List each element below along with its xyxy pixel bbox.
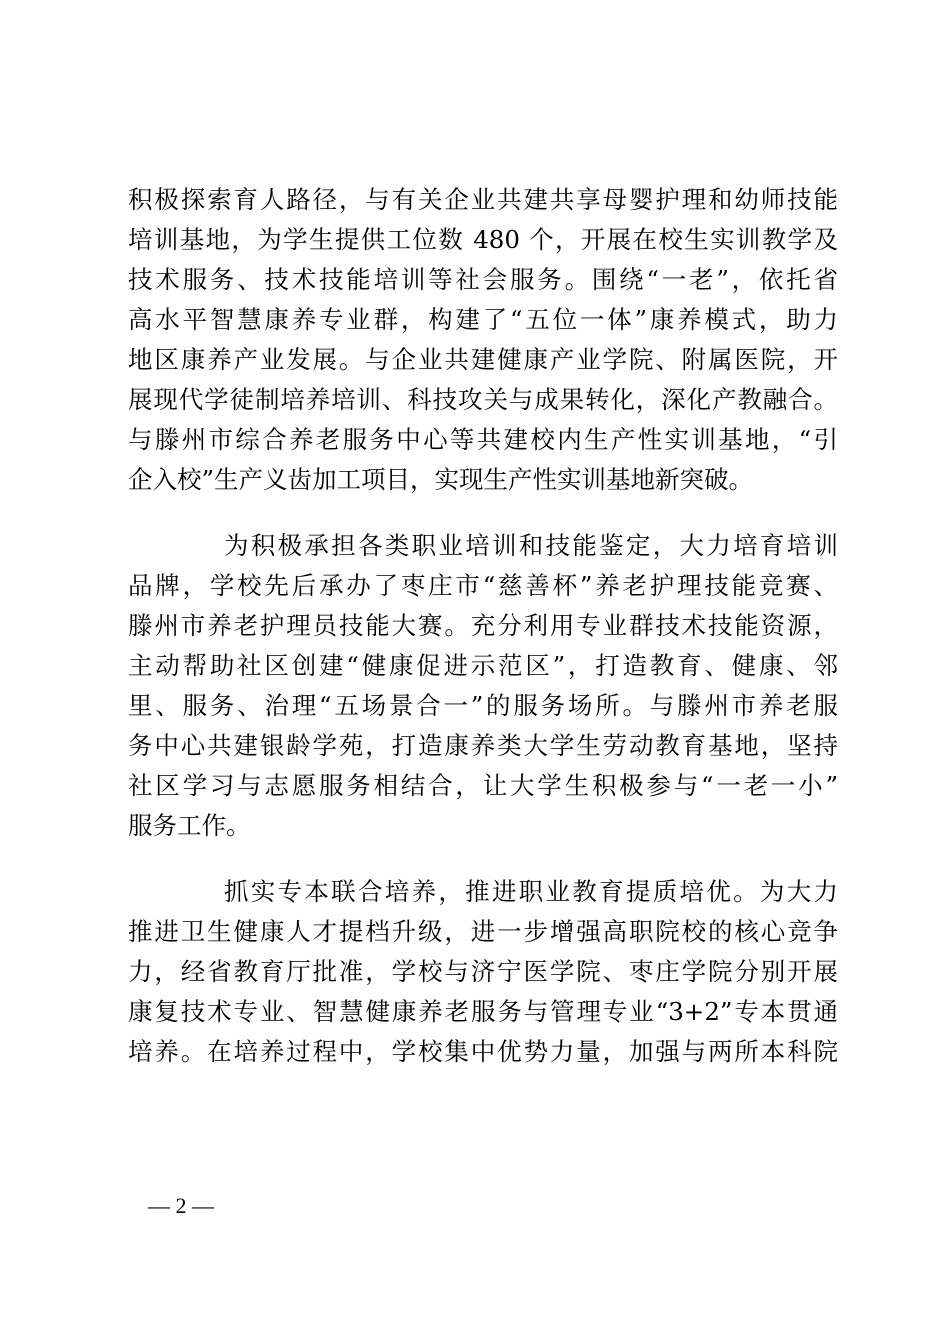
document-body [128,180,838,1072]
paragraph-1 [128,180,838,500]
text-line: 里、服务、治理“五场景合一”的服务场所。与滕州市养老服 [128,691,838,720]
paragraph-gap [128,500,838,526]
paragraph-3 [128,872,838,1072]
text-line: 主动帮助社区创建“健康促进示范区”，打造教育、健康、邻 [128,651,838,680]
paragraph-2 [128,526,838,846]
text-line: 技术服务、技术技能培训等社会服务。围绕“一老”，依托省 [128,265,838,294]
text-line: 康复技术专业、智慧健康养老服务与管理专业“3+2”专本贯通 [128,997,838,1026]
page-number: — 2 — [148,1193,214,1218]
text-line: 培训基地，为学生提供工位数 480 个，开展在校生实训教学及 [128,225,838,254]
paragraph-gap [128,846,838,872]
text-line: 服务工作。 [128,811,251,840]
text-line: 高水平智慧康养专业群，构建了“五位一体”康养模式，助力 [128,305,838,334]
text-line: 务中心共建银龄学苑，打造康养类大学生劳动教育基地，坚持 [128,731,838,760]
text-line: 企入校”生产义齿加工项目，实现生产性实训基地新突破。 [128,465,754,494]
text-line: 推进卫生健康人才提档升级，进一步增强高职院校的核心竞争 [128,917,838,946]
text-line: 抓实专本联合培养，推进职业教育提质培优。为大力 [224,877,838,906]
text-line: 社区学习与志愿服务相结合，让大学生积极参与“一老一小” [128,771,838,800]
text-line: 培养。在培养过程中，学校集中优势力量，加强与两所本科院 [128,1037,838,1066]
text-line: 与滕州市综合养老服务中心等共建校内生产性实训基地，“引 [128,425,838,454]
text-line: 力，经省教育厅批准，学校与济宁医学院、枣庄学院分别开展 [128,957,838,986]
text-line: 滕州市养老护理员技能大赛。充分利用专业群技术技能资源， [128,611,838,640]
text-line: 为积极承担各类职业培训和技能鉴定，大力培育培训 [224,531,838,560]
text-line: 地区康养产业发展。与企业共建健康产业学院、附属医院，开 [128,345,838,374]
text-line: 积极探索育人路径，与有关企业共建共享母婴护理和幼师技能 [128,185,838,214]
text-line: 品牌，学校先后承办了枣庄市“慈善杯”养老护理技能竞赛、 [128,571,838,600]
text-line: 展现代学徒制培养培训、科技攻关与成果转化，深化产教融合。 [128,385,838,414]
